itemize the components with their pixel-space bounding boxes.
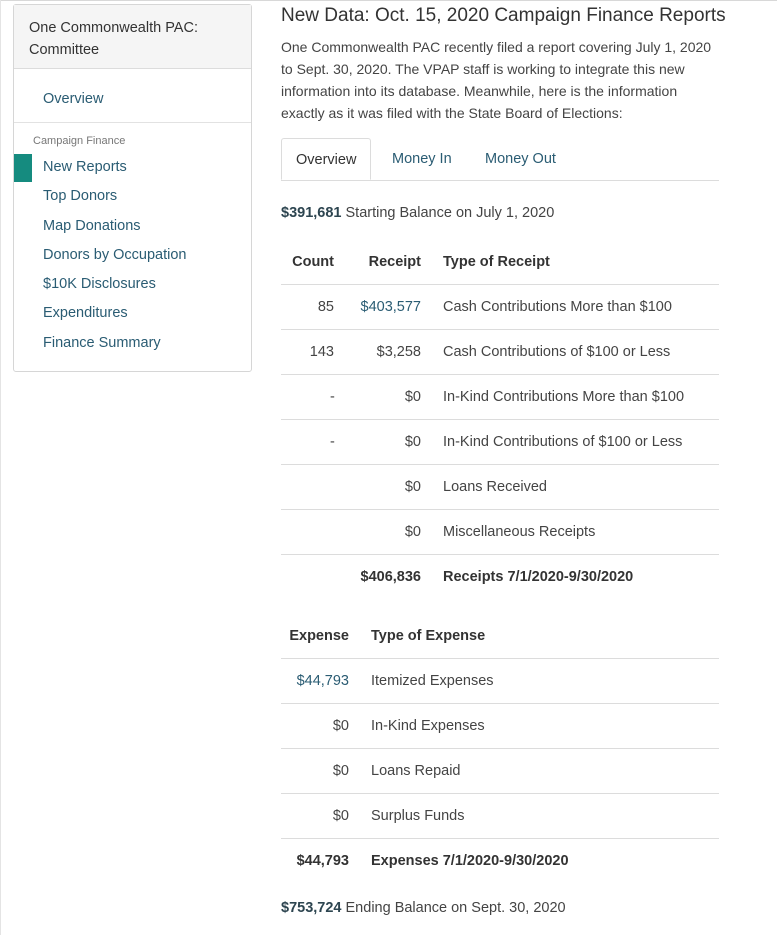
count-dash: - (330, 434, 335, 450)
expense-amount-cell: $0 (281, 704, 349, 749)
count-cell (281, 510, 334, 555)
expenses-table (281, 614, 719, 883)
sidebar-item-finance-summary[interactable]: Finance Summary (43, 334, 161, 351)
expense-amount-link[interactable]: $44,793 (281, 659, 349, 704)
count-cell: 143 (281, 330, 334, 375)
count-dash: - (330, 389, 335, 405)
receipt-type-cell: In-Kind Contributions of $100 or Less (421, 420, 719, 465)
count-cell: 85 (281, 285, 334, 330)
table-row (281, 749, 719, 794)
sidebar-item-expenditures[interactable]: Expenditures (43, 305, 128, 322)
count-cell (281, 375, 334, 420)
sidebar-item-donors-by-occupation[interactable]: Donors by Occupation (43, 246, 187, 263)
receipts-table (281, 240, 719, 599)
starting-balance (281, 205, 554, 221)
receipt-type-cell: Miscellaneous Receipts (421, 510, 719, 555)
expenses-total-label: Expenses 7/1/2020-9/30/2020 (349, 839, 719, 884)
table-row (281, 794, 719, 839)
tab-money-in[interactable]: Money In (392, 151, 452, 167)
receipt-amount-cell: $0 (334, 465, 421, 510)
tab-money-out[interactable]: Money Out (485, 151, 556, 167)
table-row (281, 285, 719, 330)
ending-balance-label: Ending Balance on Sept. 30, 2020 (345, 900, 566, 916)
sidebar-item-new-reports[interactable]: New Reports (14, 153, 251, 182)
table-row (281, 375, 719, 420)
page-title: New Data: Oct. 15, 2020 Campaign Finance Reports (281, 5, 726, 26)
expense-type-cell: Itemized Expenses (349, 659, 719, 704)
intro-text: One Commonwealth PAC recently filed a report covering July 1, 2020 to Sept. 30, 2020. The VPAP staff is working to integrate this new information into its database. Meanwhile, here is the information exactly as it was filed with the State Board of Elections: (281, 39, 712, 121)
table-row (281, 330, 719, 375)
tab-overview[interactable]: Overview (281, 138, 371, 180)
count-header: Count (292, 254, 334, 270)
receipt-type-cell: Cash Contributions More than $100 (421, 285, 719, 330)
left-border (0, 0, 1, 935)
starting-balance-label: Starting Balance on July 1, 2020 (345, 205, 555, 221)
receipt-amount-cell: $0 (334, 510, 421, 555)
receipt-type-header: Type of Receipt (443, 254, 550, 270)
sidebar-divider (14, 122, 251, 123)
receipts-total-amount: $406,836 (334, 555, 421, 600)
receipt-type-cell: In-Kind Contributions More than $100 (421, 375, 719, 420)
table-row (281, 704, 719, 749)
expense-amount-cell: $0 (281, 794, 349, 839)
committee-name: One Commonwealth PAC: Committee (14, 5, 251, 69)
ending-balance-amount: $753,724 (281, 900, 342, 916)
receipt-type-cell: Loans Received (421, 465, 719, 510)
receipts-header-row (281, 240, 719, 285)
table-row (281, 420, 719, 465)
table-row (281, 659, 719, 704)
sidebar-item-10k-disclosures[interactable]: $10K Disclosures (43, 276, 156, 293)
receipt-header: Receipt (368, 254, 421, 270)
sidebar-item-map-donations[interactable]: Map Donations (43, 217, 141, 234)
expense-amount-cell: $0 (281, 749, 349, 794)
receipt-amount-link[interactable]: $403,577 (334, 285, 421, 330)
expense-type-cell: Surplus Funds (349, 794, 719, 839)
sidebar-item-top-donors[interactable]: Top Donors (43, 188, 118, 205)
table-row (281, 510, 719, 555)
receipt-amount-cell: $0 (334, 420, 421, 465)
sidebar-section-label: Campaign Finance (33, 135, 126, 147)
receipt-type-cell: Cash Contributions of $100 or Less (421, 330, 719, 375)
table-row (281, 465, 719, 510)
receipt-amount-cell: $0 (334, 375, 421, 420)
expenses-header-row (281, 614, 719, 659)
count-cell (281, 555, 334, 600)
report-tabs (281, 138, 719, 181)
expense-type-cell: Loans Repaid (349, 749, 719, 794)
receipt-amount-cell: $3,258 (334, 330, 421, 375)
expense-type-header: Type of Expense (371, 628, 486, 644)
expense-header: Expense (289, 628, 349, 644)
receipts-total-label: Receipts 7/1/2020-9/30/2020 (421, 555, 719, 600)
ending-balance (281, 900, 566, 916)
count-cell (281, 465, 334, 510)
sidebar-item-overview[interactable]: Overview (43, 91, 104, 107)
sidebar-nav-list (14, 153, 251, 358)
receipts-total-row (281, 555, 719, 600)
expenses-total-amount: $44,793 (281, 839, 349, 884)
sidebar (13, 4, 252, 372)
expense-type-cell: In-Kind Expenses (349, 704, 719, 749)
starting-balance-amount: $391,681 (281, 205, 342, 221)
count-cell (281, 420, 334, 465)
expenses-total-row (281, 839, 719, 884)
